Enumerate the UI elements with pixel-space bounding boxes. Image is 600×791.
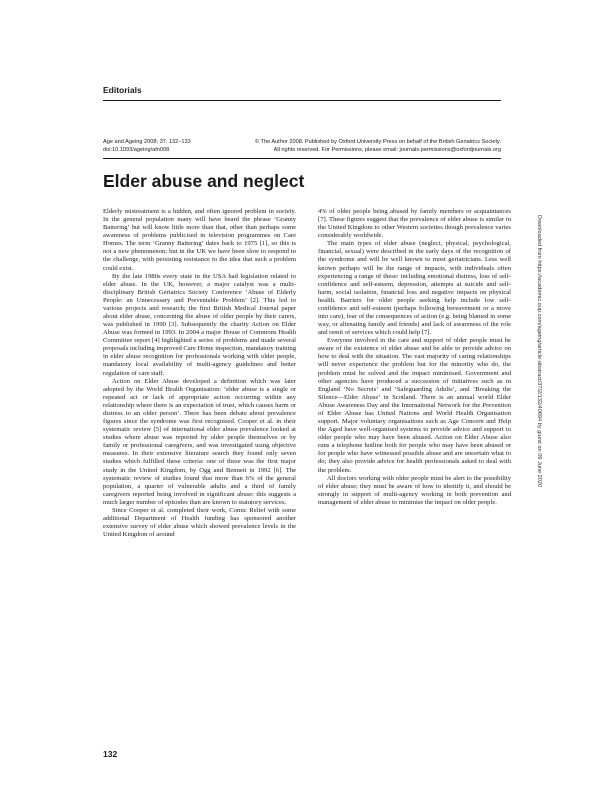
page-number: 132: [103, 749, 118, 759]
doi-line: doi:10.1093/ageing/afn008: [103, 147, 170, 153]
copyright-block: [224, 138, 501, 154]
paragraph: The main types of elder abuse (neglect, physical, psychological, financial, sexual) were described in the early days of the recognition of the syndrome and will be well known to most geriatricians. Less well known perhaps will be the range of impacts, with individuals often experiencing a range of these: including emotional distress, loss of self-confidence and self-esteem, depression, attempts at suicide and self-harm, social isolation, financial loss and negative impacts on physical health. Barriers for older people seeking help include low self-confidence and self-esteem (perhaps following bereavement or a move into care), fear of the consequences of action (e.g. being blamed in some way, or alienating family and friends) and lack of awareness of the role and remit of services which could help [7].: [318, 240, 511, 337]
paragraph: Since Cooper et al. completed their work, Comic Relief with some additional Department of Health funding has sponsored another extensive survey of elder abuse which showed prevalence levels in the United Kingdom of around: [103, 506, 296, 539]
citation-block: [103, 138, 223, 154]
header-rule: [103, 158, 501, 159]
article-title: Elder abuse and neglect: [103, 171, 305, 191]
body-column-right: [318, 208, 511, 507]
permissions-line: All rights reserved. For Permissions, please email: journals.permissions@oxfordjournals.org: [273, 147, 501, 153]
section-label: Editorials: [103, 85, 142, 95]
paragraph: Everyone involved in the care and support of older people must be aware of the existence of elder abuse and be able to provide advice on how to deal with the situation. The vast majority of caring relationships will never experience the problem but for the minority who do, the problem must be solved and the impact minimised. Government and other agencies have produced a succession of initiatives such as in England ‘No Secrets’ and ‘Safeguarding Adults’, and ‘Breaking the Silence—Elder Abuse’ in Scotland. There is an annual world Elder Abuse Awareness Day and the International Network for the Prevention of Elder Abuse has United Nations and World Health Organisation support. Major voluntary organisations such as Age Concern and Help the Aged have well-organised systems to provide advice and support to older people who may have been abused. Action on Elder Abuse also runs a telephone hotline both for people who may have been abused or for people who have witnessed possible abuse and are uncertain what to do; they also provide advice for health professionals asked to deal with the problem.: [318, 337, 511, 474]
citation-line: Age and Ageing 2008; 37: 132–133: [103, 139, 191, 145]
top-rule: [103, 100, 501, 101]
download-watermark: Downloaded from https://academic.oup.com/ageing/article-abstract/37/2/132/40694 by guest on 09 June 2020: [536, 215, 542, 488]
paragraph: Elderly mistreatment is a hidden, and often ignored problem in society. In the general population many will have heard the phrase ‘Granny Battering’ but will know little more than that, other than perhaps some awareness of problems publicised in television programmes on Care Homes. The term ‘Granny Battering’ dates back to 1975 [1], so this is not a new phenomenon; but in the UK we have been slow to respond to the challenge, with persisting resistance to the idea that such a problem could exist.: [103, 208, 296, 272]
paragraph: Action on Elder Abuse developed a definition which was later adopted by the World Health Organisation: ‘elder abuse is a single or repeated act or lack of appropriate action occurring within any relationship where there is an expectation of trust, which causes harm or distress to an older person’. There has been debate about prevalence figures since the syndrome was first recognised. Cooper et al. in their systematic review [5] of international elder abuse prevalence looked at studies where abuse was reported by older people themselves or by family or professional caregivers, and was investigated using objective measures. In their extensive literature search they found only seven studies which fulfilled these criteria: one of these was the first major study in the United Kingdom, by Ogg and Bennett in 1992 [6]. The systematic review of studies found that more than 6% of the general population, a quarter of vulnerable adults and a third of family caregivers reported being involved in significant abuse: this suggests a much larger number of episodes than are known to statutory services.: [103, 377, 296, 506]
paragraph: By the late 1980s every state in the USA had legislation related to elder abuse. In the UK, however, a major catalyst was a multi-disciplinary British Geriatrics Society Conference ‘Abuse of Elderly People: an Unnecessary and Preventable Problem’ [2]. This led to various projects and research; the first British Medical Journal paper about elder abuse, concerning the abuse of older people by their carers, was published in 1990 [3]. Subsequently the charity Action on Elder Abuse was formed in 1993. In 2004 a major House of Commons Health Committee report [4] highlighted a series of problems and made several proposals including improved Care Home inspection, mandatory training in elder abuse recognition for professionals working with older people, mandatory local availability of multi-agency guidelines and better regulation of care staff.: [103, 272, 297, 377]
download-watermark-container: [534, 215, 548, 615]
paragraph: All doctors working with older people must be alert to the possibility of elder abuse; they must be aware of how to identify it, and should be strongly in support of multi-agency working in both prevention and management of elder abuse to minimise the impact on older people.: [318, 474, 511, 506]
paragraph: 4% of older people being abused by family members or acquaintances [7]. These figures suggest that the prevalence of elder abuse is similar in the United Kingdom to other Western societies though prevalence varies considerably worldwide.: [318, 208, 511, 240]
body-column-left: [103, 208, 296, 539]
copyright-line: © The Author 2008. Published by Oxford University Press on behalf of the British Geriatrics Society.: [254, 139, 501, 145]
